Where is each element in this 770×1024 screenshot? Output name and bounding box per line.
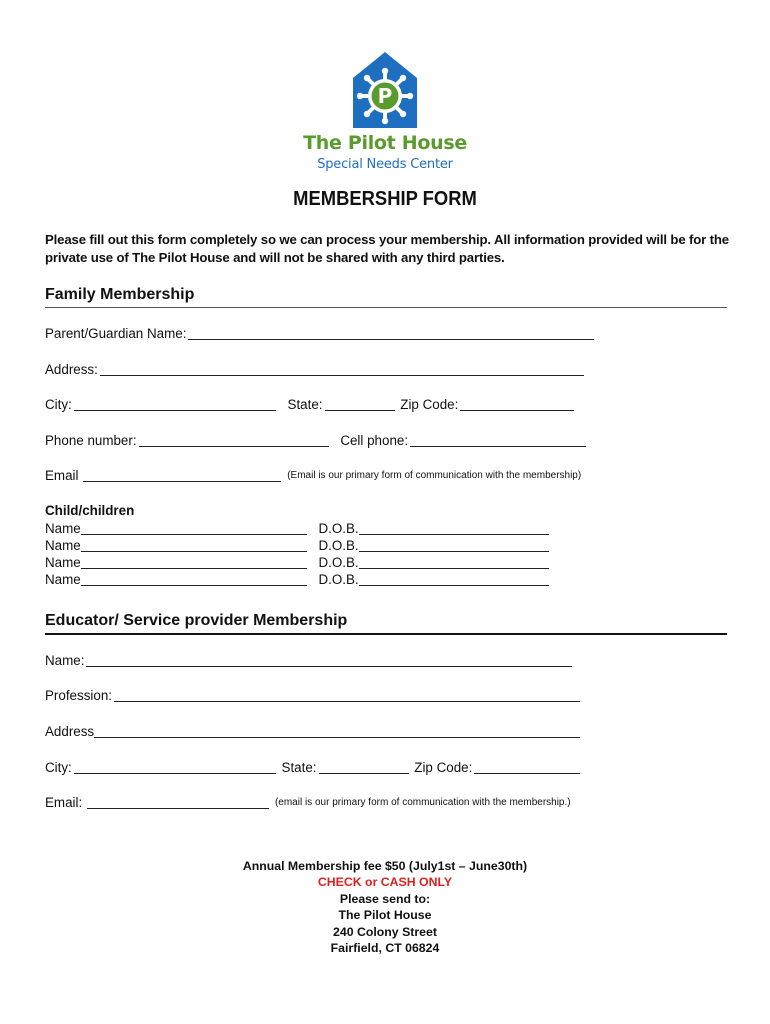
logo-name: The Pilot House (303, 132, 467, 154)
child-name-field[interactable] (81, 521, 307, 535)
email-label: Email (45, 468, 79, 483)
payment-instructions (0, 858, 770, 956)
educator-state-label: State: (281, 760, 317, 775)
section-divider (45, 307, 727, 308)
educator-zip-field[interactable] (474, 760, 580, 774)
state-label: State: (287, 397, 323, 412)
membership-fee: Annual Membership fee $50 (July1st – June30th) (242, 859, 528, 873)
child-dob-label: D.O.B. (318, 572, 359, 587)
child-name-label: Name (45, 521, 81, 536)
mailing-city: Fairfield, CT 06824 (330, 941, 440, 956)
educator-zip-label: Zip Code: (414, 760, 473, 775)
profession-row (45, 687, 582, 705)
phone-label: Phone number: (45, 433, 137, 448)
parent-name-field[interactable] (188, 326, 594, 340)
address-label: Address: (45, 362, 98, 377)
parent-name-label: Parent/Guardian Name: (45, 326, 187, 341)
child-row (45, 554, 551, 572)
pilot-house-logo (290, 50, 480, 180)
send-to-label: Please send to: (339, 891, 431, 906)
child-dob-field[interactable] (359, 521, 549, 535)
mailing-org: The Pilot House (338, 908, 432, 923)
email-field[interactable] (83, 468, 281, 482)
profession-field[interactable] (114, 688, 580, 702)
payment-method: CHECK or CASH ONLY (317, 875, 453, 890)
mailing-street: 240 Colony Street (333, 924, 437, 939)
child-dob-field[interactable] (359, 572, 549, 586)
educator-membership-title: Educator/ Service provider Membership (45, 612, 348, 629)
zip-label: Zip Code: (400, 397, 459, 412)
family-membership-title: Family Membership (45, 286, 195, 303)
form-title: MEMBERSHIP FORM (293, 188, 477, 210)
educator-email-note: (email is our primary form of communication with the membership.) (274, 797, 571, 808)
educator-address-row (45, 723, 582, 741)
house-wheel-icon (350, 50, 420, 130)
email-note: (Email is our primary form of communication with the membership) (287, 470, 582, 481)
child-row (45, 537, 551, 555)
family-membership-header (45, 286, 727, 308)
phone-field[interactable] (139, 433, 329, 447)
educator-name-field[interactable] (86, 653, 572, 667)
child-name-field[interactable] (81, 572, 307, 586)
profession-label: Profession: (45, 688, 112, 703)
section-divider (45, 633, 727, 635)
email-row (45, 467, 581, 485)
educator-address-field[interactable] (94, 724, 580, 738)
educator-membership-header (45, 612, 727, 634)
educator-city-label: City: (45, 760, 72, 775)
educator-email-label: Email: (45, 795, 83, 810)
state-field[interactable] (325, 397, 395, 411)
logo-letter: P (377, 84, 393, 108)
cell-field[interactable] (410, 433, 586, 447)
child-name-field[interactable] (81, 538, 307, 552)
educator-address-label: Address (45, 724, 95, 739)
city-state-zip-row (45, 396, 576, 414)
zip-field[interactable] (460, 397, 574, 411)
child-dob-field[interactable] (359, 538, 549, 552)
child-row (45, 571, 551, 589)
child-dob-label: D.O.B. (318, 521, 359, 536)
city-field[interactable] (74, 397, 276, 411)
child-name-label: Name (45, 572, 81, 587)
cell-label: Cell phone: (340, 433, 409, 448)
children-header: Child/children (45, 503, 135, 518)
educator-city-state-zip-row (45, 759, 582, 777)
educator-email-row (45, 794, 571, 812)
logo-subtitle: Special Needs Center (317, 157, 453, 172)
parent-name-row (45, 325, 596, 343)
child-name-label: Name (45, 555, 81, 570)
intro-paragraph: Please fill out this form completely so we can process your membership. All information provided will be for the private use of The Pilot House and will not be shared with any third parties. (45, 232, 729, 265)
phone-row (45, 432, 588, 450)
address-row (45, 361, 586, 379)
educator-state-field[interactable] (319, 760, 409, 774)
child-name-field[interactable] (81, 555, 307, 569)
city-label: City: (45, 397, 72, 412)
child-row (45, 520, 551, 538)
educator-city-field[interactable] (74, 760, 276, 774)
child-name-label: Name (45, 538, 81, 553)
address-field[interactable] (100, 362, 584, 376)
educator-name-row (45, 652, 574, 670)
educator-name-label: Name: (45, 653, 85, 668)
child-dob-label: D.O.B. (318, 555, 359, 570)
child-dob-field[interactable] (359, 555, 549, 569)
child-dob-label: D.O.B. (318, 538, 359, 553)
educator-email-field[interactable] (87, 795, 269, 809)
